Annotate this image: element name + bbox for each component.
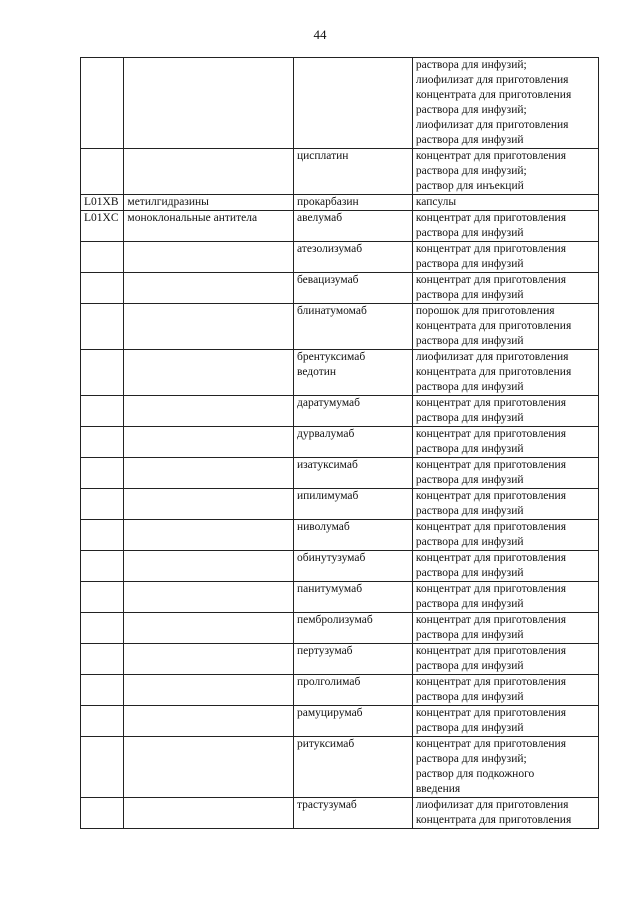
dosage-form-cell — [412, 149, 598, 195]
drug-name-cell: пролголимаб — [293, 675, 412, 706]
atc-code-cell — [81, 396, 124, 427]
dosage-form-line: раствора для инфузий — [415, 443, 524, 455]
dosage-form-cell — [412, 195, 598, 211]
table-row — [81, 58, 599, 149]
dosage-form-cell — [412, 242, 598, 273]
dosage-form-line: концентрат для приготовления — [415, 614, 567, 626]
table-row — [81, 675, 599, 706]
dosage-form-line: раствора для инфузий; — [415, 165, 527, 177]
page-number: 44 — [313, 27, 327, 42]
atc-code-cell — [81, 551, 124, 582]
pharmacological-group-cell — [124, 489, 294, 520]
dosage-form-line: лиофилизат для приготовления — [415, 351, 569, 363]
dosage-form-line: раствора для инфузий — [415, 629, 524, 641]
pharmacological-group-cell — [124, 798, 294, 829]
atc-code-cell — [81, 489, 124, 520]
atc-code-cell: L01XB — [81, 195, 124, 211]
drug-name-line: брентуксимаб — [296, 351, 366, 363]
dosage-form-line: раствора для инфузий — [415, 134, 524, 146]
drug-name-cell: панитумумаб — [293, 582, 412, 613]
dosage-form-line: концентрат для приготовления — [415, 583, 567, 595]
pharmacological-group-cell — [124, 149, 294, 195]
dosage-form-line: раствора для инфузий — [415, 660, 524, 672]
dosage-form-cell — [412, 350, 598, 396]
dosage-form-line: раствора для инфузий — [415, 289, 524, 301]
pharmacological-group-cell — [124, 273, 294, 304]
drug-name-cell: пембролизумаб — [293, 613, 412, 644]
table-row — [81, 706, 599, 737]
drug-name-cell: ритуксимаб — [293, 737, 412, 798]
table-row — [81, 737, 599, 798]
atc-code-cell — [81, 613, 124, 644]
dosage-form-cell — [412, 582, 598, 613]
dosage-form-line: раствора для инфузий — [415, 536, 524, 548]
dosage-form-line: концентрата для приготовления — [415, 89, 572, 101]
dosage-form-line: концентрат для приготовления — [415, 150, 567, 162]
pharmacological-group-cell — [124, 242, 294, 273]
drug-name-cell: обинутузумаб — [293, 551, 412, 582]
drug-name-cell: блинатумомаб — [293, 304, 412, 350]
dosage-form-line: концентрат для приготовления — [415, 397, 567, 409]
atc-code-cell — [81, 304, 124, 350]
table-row — [81, 644, 599, 675]
atc-code-cell — [81, 427, 124, 458]
dosage-form-line: раствора для инфузий — [415, 505, 524, 517]
dosage-form-line: раствора для инфузий — [415, 381, 524, 393]
table-row — [81, 489, 599, 520]
pharmacological-group-cell — [124, 304, 294, 350]
pharmacological-group-cell — [124, 58, 294, 149]
dosage-form-line: концентрат для приготовления — [415, 552, 567, 564]
atc-code-cell — [81, 520, 124, 551]
pharmacological-group-cell — [124, 396, 294, 427]
table-row — [81, 211, 599, 242]
dosage-form-line: концентрат для приготовления — [415, 490, 567, 502]
pharmacological-group-cell — [124, 644, 294, 675]
table-row — [81, 551, 599, 582]
drug-name-cell: атезолизумаб — [293, 242, 412, 273]
dosage-form-line: концентрат для приготовления — [415, 676, 567, 688]
atc-code-cell — [81, 242, 124, 273]
drug-name-cell: авелумаб — [293, 211, 412, 242]
drug-name-cell: дурвалумаб — [293, 427, 412, 458]
dosage-form-line: лиофилизат для приготовления — [415, 799, 569, 811]
dosage-form-line: раствора для инфузий — [415, 258, 524, 270]
dosage-form-cell — [412, 675, 598, 706]
table-row — [81, 613, 599, 644]
dosage-form-line: концентрат для приготовления — [415, 707, 567, 719]
drug-name-cell: цисплатин — [293, 149, 412, 195]
dosage-form-line: раствора для инфузий — [415, 691, 524, 703]
dosage-form-cell — [412, 211, 598, 242]
pharmacological-group-cell — [124, 706, 294, 737]
dosage-form-cell — [412, 613, 598, 644]
dosage-form-line: раствора для инфузий — [415, 335, 524, 347]
pharmacological-group-cell — [124, 427, 294, 458]
pharmacological-group-cell — [124, 675, 294, 706]
dosage-form-cell — [412, 737, 598, 798]
table-row — [81, 520, 599, 551]
drug-name-cell: ниволумаб — [293, 520, 412, 551]
dosage-form-cell — [412, 551, 598, 582]
dosage-form-cell — [412, 58, 598, 149]
dosage-form-line: порошок для приготовления — [415, 305, 555, 317]
pharmacological-group-cell — [124, 613, 294, 644]
pharmacological-group-cell: моноклональные антитела — [124, 211, 294, 242]
dosage-form-line: раствора для инфузий — [415, 722, 524, 734]
dosage-form-line: лиофилизат для приготовления — [415, 74, 569, 86]
dosage-form-line: концентрат для приготовления — [415, 243, 567, 255]
pharmacological-group-cell — [124, 520, 294, 551]
atc-code-cell — [81, 273, 124, 304]
dosage-form-line: раствор для инъекций — [415, 180, 524, 192]
drug-name-line: ведотин — [296, 366, 337, 378]
table-row — [81, 427, 599, 458]
dosage-form-cell — [412, 396, 598, 427]
dosage-form-cell — [412, 458, 598, 489]
dosage-form-cell — [412, 798, 598, 829]
dosage-form-line: введения — [415, 783, 461, 795]
dosage-form-line: раствора для инфузий — [415, 412, 524, 424]
table-row — [81, 798, 599, 829]
drug-name-cell: даратумумаб — [293, 396, 412, 427]
atc-code-cell — [81, 675, 124, 706]
dosage-form-cell — [412, 644, 598, 675]
dosage-form-line: раствора для инфузий; — [415, 753, 527, 765]
table-row — [81, 242, 599, 273]
dosage-form-line: лиофилизат для приготовления — [415, 119, 569, 131]
drug-name-cell — [293, 350, 412, 396]
dosage-form-cell — [412, 273, 598, 304]
dosage-form-line: концентрата для приготовления — [415, 366, 572, 378]
pharmacological-group-cell — [124, 737, 294, 798]
dosage-form-cell — [412, 304, 598, 350]
atc-code-cell — [81, 350, 124, 396]
dosage-form-cell — [412, 520, 598, 551]
drug-name-cell: рамуцирумаб — [293, 706, 412, 737]
dosage-form-line: раствора для инфузий — [415, 227, 524, 239]
table-row — [81, 195, 599, 211]
dosage-form-line: раствор для подкожного — [415, 768, 535, 780]
drug-name-cell: изатуксимаб — [293, 458, 412, 489]
drug-name-cell: трастузумаб — [293, 798, 412, 829]
atc-code-cell — [81, 149, 124, 195]
dosage-form-line: раствора для инфузий — [415, 567, 524, 579]
atc-code-cell — [81, 582, 124, 613]
table-body — [81, 58, 599, 829]
dosage-form-line: раствора для инфузий; — [415, 104, 527, 116]
table-row — [81, 396, 599, 427]
table-row — [81, 304, 599, 350]
dosage-form-line: раствора для инфузий — [415, 474, 524, 486]
dosage-form-line: концентрат для приготовления — [415, 645, 567, 657]
drug-name-cell: прокарбазин — [293, 195, 412, 211]
pharmacological-group-cell — [124, 551, 294, 582]
drug-name-cell: ипилимумаб — [293, 489, 412, 520]
atc-code-cell — [81, 706, 124, 737]
dosage-form-line: концентрат для приготовления — [415, 738, 567, 750]
dosage-form-line: капсулы — [415, 196, 457, 208]
table-row — [81, 350, 599, 396]
drug-table — [80, 57, 599, 829]
pharmacological-group-cell: метилгидразины — [124, 195, 294, 211]
dosage-form-cell — [412, 489, 598, 520]
dosage-form-line: концентрат для приготовления — [415, 428, 567, 440]
table-row — [81, 458, 599, 489]
pharmacological-group-cell — [124, 582, 294, 613]
dosage-form-line: концентрат для приготовления — [415, 459, 567, 471]
dosage-form-cell — [412, 427, 598, 458]
atc-code-cell — [81, 58, 124, 149]
table-row — [81, 582, 599, 613]
dosage-form-line: концентрата для приготовления — [415, 320, 572, 332]
dosage-form-line: концентрат для приготовления — [415, 521, 567, 533]
atc-code-cell — [81, 644, 124, 675]
pharmacological-group-cell — [124, 350, 294, 396]
table-row — [81, 273, 599, 304]
dosage-form-line: концентрат для приготовления — [415, 274, 567, 286]
atc-code-cell — [81, 737, 124, 798]
dosage-form-line: концентрат для приготовления — [415, 212, 567, 224]
dosage-form-cell — [412, 706, 598, 737]
dosage-form-line: раствора для инфузий; — [415, 59, 527, 71]
drug-name-cell: бевацизумаб — [293, 273, 412, 304]
dosage-form-line: концентрата для приготовления — [415, 814, 572, 826]
atc-code-cell: L01XC — [81, 211, 124, 242]
pharmacological-group-cell — [124, 458, 294, 489]
atc-code-cell — [81, 798, 124, 829]
drug-name-cell — [293, 58, 412, 149]
drug-name-cell: пертузумаб — [293, 644, 412, 675]
table-row — [81, 149, 599, 195]
dosage-form-line: раствора для инфузий — [415, 598, 524, 610]
atc-code-cell — [81, 458, 124, 489]
